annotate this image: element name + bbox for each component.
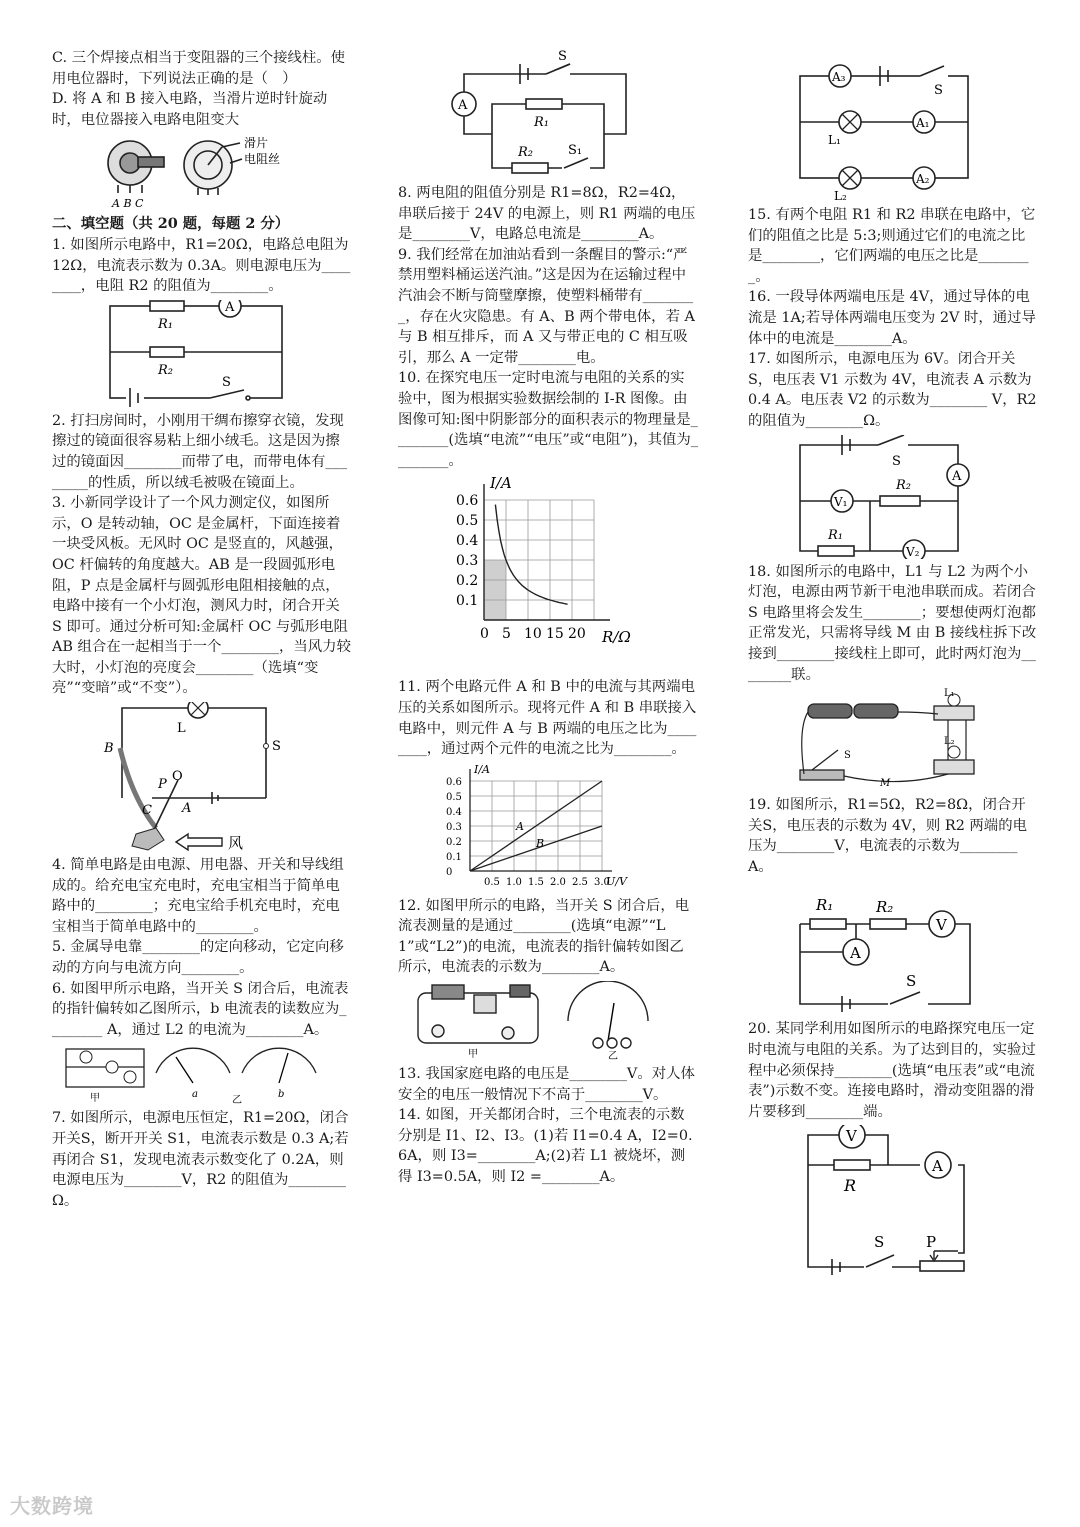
svg-text:S: S — [874, 1233, 885, 1252]
column-3 — [748, 60, 1042, 1280]
svg-text:R₂: R₂ — [876, 898, 894, 917]
question-11: 11. 两个电路元件 A 和 B 中的电流与其两端电压的关系如图所示。现将元件 A 和 B 串联接入电路中，则元件 A 与 B 两端的电压之比为________，通过两个元件的电流之比为________。 — [398, 679, 697, 758]
question-10: 10. 在探究电压一定时电流与电阻的关系的实验中，图为根据实验数据绘制的 I-R 图像。由图像可知:图中阴影部分的面积表示的物理量是________(选填“电流”“电压”或“电阻”)，其值为________。 — [398, 370, 699, 469]
x-axis-label: R/Ω — [602, 628, 631, 647]
lamp-icon — [188, 702, 208, 718]
y-tick-label: 0.1 — [446, 851, 462, 863]
svg-text:P: P — [926, 1233, 937, 1252]
x-axis-label: U/V — [606, 874, 627, 888]
question-16: 16. 一段导体两端电压是 4V，通过导体的电流是 1A;若导体两端电压变为 2V 时，通过导体中的电流是________A。 — [748, 289, 1036, 347]
q20-circuit — [748, 1125, 1038, 1277]
y-tick-label: 0 — [446, 866, 453, 878]
y-tick-label: 0.6 — [446, 776, 462, 788]
y-tick-label: 0.4 — [456, 533, 479, 550]
x-tick-label: 0.5 — [484, 876, 500, 888]
x-tick-label: 3.0 — [594, 876, 610, 888]
svg-text:R₁: R₁ — [816, 896, 834, 915]
x-tick-label: 1.0 — [506, 876, 522, 888]
resistance-wire-label: 电阻丝 — [244, 152, 281, 167]
svg-text:V: V — [846, 1127, 857, 1146]
watermark: 大数跨境 — [10, 1494, 94, 1518]
svg-text:L₂: L₂ — [944, 736, 955, 748]
x-tick-label: 2.0 — [550, 876, 566, 888]
y-axis-label: I/A — [490, 474, 512, 493]
question-15: 15. 有两个电阻 R1 和 R2 串联在电路中，它们的阻值之比是 5:3;则通过它们的电流之比是________，它们两端的电压之比是________。 — [748, 207, 1036, 285]
label-b: B — [536, 836, 545, 850]
terminal-labels: A B C — [112, 197, 144, 211]
svg-text:R₁: R₁ — [158, 316, 173, 332]
x-tick-label: 5 — [502, 626, 511, 643]
svg-text:乙: 乙 — [232, 1095, 242, 1106]
svg-text:S: S — [906, 972, 917, 991]
svg-text:R₁: R₁ — [828, 527, 843, 543]
question-1: 1. 如图所示电路中，R1=20Ω，电路总电阻为 12Ω，电流表示数为 0.3A。则电源电压为________，电阻 R2 的阻值为________。 — [52, 236, 354, 295]
svg-text:V: V — [936, 916, 947, 935]
question-17: 17. 如图所示，电源电压为 6V。闭合开关 S，电压表 V1 示数为 4V，电流表 A 示数为 0.4 A。电压表 V2 的示数为________ V，R2 的阻值为________Ω。 — [748, 351, 1042, 429]
question-19: 19. 如图所示，R1=5Ω，R2=8Ω，闭合开关S，电压表的示数为 4V，则 R2 两端的电压为________V，电流表的示数为________A。 — [748, 797, 1027, 875]
svg-text:S: S — [272, 739, 281, 755]
q14-circuit — [748, 60, 1038, 202]
y-axis-label: I/A — [474, 762, 490, 776]
question-12: 12. 如图甲所示的电路，当开关 S 闭合后，电流表测量的是通过________(选填“电源”“L1”或“L2”)的电流，电流表的指针偏转如图乙所示，电流表的示数为________A。 — [398, 897, 690, 976]
svg-text:S₁: S₁ — [568, 143, 583, 158]
svg-text:b: b — [278, 1089, 285, 1101]
q10-ir-chart — [398, 474, 698, 674]
column-1 — [52, 48, 352, 1211]
svg-text:A: A — [952, 468, 962, 484]
x-tick-label: 1.5 — [528, 876, 544, 888]
svg-text:A: A — [182, 801, 192, 817]
question-18: 18. 如图所示的电路中，L1 与 L2 为两个小灯泡，电源由两节新干电池串联而成。若闭合 S 电路里将会发生________；要想使两灯泡都正常发光，只需将导线 M 由 B 接线柱拆下改接到________接线柱上即可，此时两灯泡为________联。 — [748, 563, 1041, 683]
svg-text:A: A — [225, 299, 235, 315]
svg-text:R₂: R₂ — [158, 362, 173, 378]
svg-text:L: L — [177, 721, 186, 737]
potentiometer-figure — [52, 133, 352, 211]
y-tick-label: 0.2 — [446, 836, 462, 848]
svg-text:A: A — [850, 944, 861, 963]
svg-text:R₂: R₂ — [518, 145, 533, 160]
q19-circuit — [748, 880, 1038, 1016]
svg-text:L₂: L₂ — [834, 189, 847, 202]
q7-circuit — [398, 48, 698, 180]
r1-resistor — [150, 301, 184, 311]
svg-text:S: S — [844, 750, 851, 762]
svg-text:M: M — [880, 778, 891, 790]
y-tick-label: 0.4 — [446, 806, 462, 818]
question-7: 7. 如图所示，电源电压恒定，R1=20Ω，闭合开关S，断开开关 S1，电流表示数是 0.3 A;若再闭合 S1，发现电流表示数变化了 0.2A，则电源电压为________V，R2 的阻值为________Ω。 — [52, 1110, 349, 1209]
question-3: 3. 小新同学设计了一个风力测定仪，如图所示，O 是转动轴，OC 是金属杆，下面连接着一块受风板。无风时 OC 是竖直的，风越强，OC 杆偏转的角度越大。AB 是一段圆弧形电阻，P 点是金属杆与圆弧形电阻相接触的点，电路中接有一个小灯泡，测风力时，闭合开关 S 即可。通过分析可知:金属杆 OC 与弧形电阻 AB 组合在一起相当于一个________，当风力较大时，小灯泡的亮度会________（选填“变亮”“变暗”或“不变”）。 — [52, 495, 353, 697]
svg-text:L₁: L₁ — [944, 688, 955, 700]
question-13: 13. 我国家庭电路的电压是________V。对人体安全的电压一般情况下不高于________V。 — [398, 1066, 695, 1103]
option-d: D. 将 A 和 B 接入电路，当滑片逆时针旋动时，电位器接入电路电阻变大 — [52, 91, 328, 128]
svg-text:O: O — [172, 769, 183, 785]
svg-text:A: A — [932, 1157, 943, 1176]
x-tick-label: 20 — [568, 626, 586, 643]
svg-text:风: 风 — [228, 834, 244, 853]
column-2 — [398, 48, 698, 1188]
question-5: 5. 金属导电靠________的定向移动，它定向移动的方向与电流方向________。 — [52, 939, 344, 977]
svg-text:A₁: A₁ — [916, 116, 930, 130]
section-title: 二、填空题（共 20 题，每题 2 分） — [52, 215, 290, 233]
svg-text:R: R — [844, 1176, 857, 1196]
question-6: 6. 如图甲所示电路，当开关 S 闭合后，电流表的指针偏转如乙图所示，b 电流表的读数应为________ A，通过 L2 的电流为________A。 — [52, 980, 349, 1038]
svg-text:R₂: R₂ — [896, 477, 911, 493]
svg-text:甲: 甲 — [468, 1049, 478, 1061]
svg-text:A₂: A₂ — [916, 172, 930, 186]
wind-arrow-icon — [176, 834, 222, 850]
svg-text:V₂: V₂ — [906, 544, 920, 559]
y-tick-label: 0.2 — [456, 573, 479, 590]
question-2: 2. 打扫房间时，小刚用干绸布擦穿衣镜，发现擦过的镜面很容易粘上细小绒毛。这是因为擦过的镜面因________而带了电，而带电体有________的性质，所以绒毛被吸在镜面上。 — [52, 412, 348, 491]
shaded-area — [484, 560, 506, 620]
question-14: 14. 如图，开关都闭合时，三个电流表的示数分别是 I1、I2、I3。(1)若 I1=0.4 A，I2=0.6A，则 I3=________A;(2)若 L1 被烧坏，测得 I3=0.5A，则 I2 =________A。 — [398, 1107, 693, 1186]
y-tick-label: 0.6 — [456, 493, 479, 510]
q11-iu-chart — [398, 763, 698, 893]
svg-text:S: S — [892, 453, 901, 469]
y-tick-label: 0.3 — [456, 553, 479, 570]
svg-text:a: a — [192, 1089, 198, 1101]
question-20: 20. 某同学利用如图所示的电路探究电压一定时电流与电阻的关系。为了达到目的，实验过程中必须保持________(选填“电压表”或“电流表”)示数不变。连接电路时，滑动变阻器的滑片要移到________端。 — [748, 1021, 1036, 1120]
q18-figure — [748, 688, 1038, 792]
slider-label: 滑片 — [244, 136, 269, 151]
svg-text:S: S — [222, 374, 231, 390]
q1-circuit — [52, 300, 352, 408]
q3-wind-gauge — [52, 702, 352, 852]
option-c: C. 三个焊接点相当于变阻器的三个接线柱。使用电位器时，下列说法正确的是（ ） — [52, 50, 346, 87]
y-tick-label: 0.3 — [446, 821, 462, 833]
question-8: 8. 两电阻的阻值分别是 R1=8Ω，R2=4Ω，串联后接于 24V 的电源上，则 R1 两端的电压是________V，电路总电流是________A。 — [398, 185, 696, 243]
svg-text:S: S — [934, 83, 943, 98]
svg-text:C: C — [142, 803, 152, 819]
q17-circuit — [748, 435, 1038, 559]
x-tick-label: 2.5 — [572, 876, 588, 888]
svg-text:P: P — [158, 777, 167, 793]
r2-resistor — [150, 347, 184, 357]
x-tick-label: 15 — [546, 626, 564, 643]
svg-text:V₁: V₁ — [834, 494, 848, 509]
svg-text:R₁: R₁ — [534, 115, 549, 130]
rheostat — [920, 1261, 964, 1271]
svg-text:乙: 乙 — [608, 1051, 618, 1062]
svg-text:A₃: A₃ — [832, 70, 846, 84]
svg-text:L₁: L₁ — [828, 133, 841, 147]
svg-text:S: S — [558, 49, 567, 64]
y-tick-label: 0.5 — [446, 791, 462, 803]
x-tick-label: 10 — [524, 626, 542, 643]
y-tick-label: 0.5 — [456, 513, 479, 530]
question-4: 4. 简单电路是由电源、用电器、开关和导线组成的。给充电宝充电时，充电宝相当于简单电路中的________；充电宝给手机充电时，充电宝相当于简单电路中的________。 — [52, 857, 344, 935]
x-tick-label: 0 — [480, 626, 489, 643]
label-a: A — [516, 819, 524, 833]
svg-text:甲: 甲 — [90, 1093, 100, 1105]
question-9: 9. 我们经常在加油站看到一条醒目的警示:“严禁用塑料桶运送汽油。”这是因为在运输过程中汽油会不断与筒璧摩擦，使塑料桶带有________，存在火灾隐患。有 A、B 两个带电体，若 A 与 B 相互排斥，而 A 又与带正电的 C 相互吸引，那么 A 一定带________电。 — [398, 246, 700, 366]
svg-text:A: A — [458, 98, 468, 113]
q6-figure — [52, 1043, 352, 1105]
y-tick-label: 0.1 — [456, 593, 479, 610]
svg-text:B: B — [104, 741, 114, 757]
q12-figure — [398, 981, 698, 1061]
